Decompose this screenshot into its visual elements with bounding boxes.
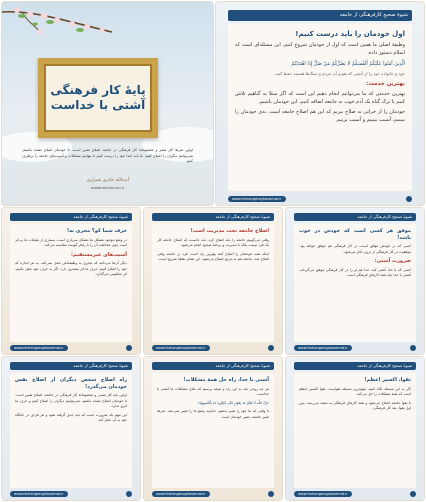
card-paragraph: خودمان را از خرابی به صلاح ببریم که این هم اصلاح جامعه است. بدی خودمان را نبینیم، آسیب ببینیم و آسیب بزنیم. <box>235 109 405 124</box>
card-title: اصلاح جامعه تحت مدیریت است! <box>190 228 269 234</box>
card-title: آشتی با خدا، راه حل همهٔ مشکلات! <box>183 377 269 383</box>
card-quote: الَّذِینَ آمَنُوا عَلَیْکُمْ أَنْفُسَکُمْ لَا یَضُرُّکُمْ مَنْ ضَلَّ إِذَا اهْتَدَیْتُمْ <box>291 60 405 67</box>
card-footer <box>10 344 132 351</box>
logo-icon <box>410 491 416 497</box>
card-5 <box>286 208 424 354</box>
card-footer <box>152 344 274 351</box>
card-quote: «إِنَّ اللَّهَ لَا یُغَیِّرُ مَا بِقَوْمٍ حَتَّی یُغَیِّرُوا مَا بِأَنْفُسِهِمْ» <box>197 400 269 405</box>
flower-branch-icon <box>2 2 122 62</box>
card-header: شیوهٔ صحیح کارفرهنگی از جامعه <box>152 362 274 370</box>
card-subtitle: ضرورت آشتی: <box>374 258 411 265</box>
card-paragraph: اینکه همه خودشان را اصلاح کنند بهترین راه است. فرد در جامعه وقتی اصلاح شد، جامعه هم به تدریج اصلاح می‌شود. این همان نقطهٔ شروع است. <box>157 251 269 262</box>
site-pill[interactable]: www.farhangmoghavemat.ir <box>152 491 210 497</box>
card-header: شیوهٔ صحیح کارفرهنگی از جامعه <box>10 213 132 221</box>
card-8 <box>286 357 424 500</box>
card-subtitle: بهترین خدمت: <box>366 80 405 87</box>
card-body <box>152 224 274 342</box>
card-paragraph: این مهم یک ضرورت است که باید جدی گرفته شود و هر فردی در جایگاه خود به آن عمل کند. <box>15 412 127 423</box>
card-paragraph: دیگر آن‌ها می‌دانند که مجری به وظیفه‌اش عمل نمی‌کند. به هر اندازه که خود را اصلاح کنیم، حرف ما اثر بیشتری دارد. اگر به حرف خود عمل نکنیم، اثر معکوس می‌گذارد. <box>15 261 127 277</box>
cover-text: اولین شرط کار مثمر و معصومانهٔ کار فرهنگی در جامعه اصلاح نفس است. تا خودمان اصلاح نشده باشیم، نمی‌توانیم دیگران را اصلاح کنیم. ما باید ابتدا خود را درست کنیم تا بتوانیم مشکلات و آسیب‌های جامعه را برطرف کنیم. <box>22 148 193 164</box>
card-header: شیوهٔ صحیح کارفرهنگی از جامعه <box>152 213 274 221</box>
site-pill[interactable]: www.farhangmoghavemat.ir <box>294 345 352 351</box>
card-paragraph: تا وقتی که ما خود را تغییر ندهیم، خداوند وضع ما را تغییر نمی‌دهد. شرط تغییر جامعه، تغییر خودمان است. <box>157 409 269 419</box>
card-body <box>10 224 132 342</box>
card-footer <box>294 344 416 351</box>
card-footer <box>152 490 274 497</box>
card-title: تقوا، اکسیر اعظم! <box>364 377 411 383</box>
card-body <box>228 24 412 191</box>
site-pill[interactable]: www.farhangmoghavemat.ir <box>10 491 68 497</box>
cover-title-line2: آشتی با خداست <box>50 98 146 112</box>
card-body <box>10 373 132 488</box>
card-footer <box>294 490 416 497</box>
card-header: شیوهٔ صحیح کارفرهنگی از جامعه <box>228 10 412 21</box>
logo-icon <box>268 491 274 497</box>
logo-icon <box>268 345 274 351</box>
logo-icon <box>126 491 132 497</box>
logo-icon <box>410 345 416 351</box>
logo-icon <box>126 345 132 351</box>
site-pill[interactable]: www.farhangmoghavemat.ir <box>152 345 210 351</box>
cover-title-line1: پایهٔ کار فرهنگی <box>50 83 146 97</box>
site-pill[interactable]: www.farhangmoghavemat.ir <box>10 345 68 351</box>
site-pill[interactable]: www.farhangmoghavemat.ir <box>228 196 286 202</box>
cover-signature: آیت‌الله حائری شیرازی <box>86 178 129 183</box>
card-paragraph: اگر به این مسئله نگاه کنیم، مهم‌ترین مسئله تقواست. تقوا اکسیر اعظم است که همهٔ مشکلات را حل می‌کند. <box>299 386 411 397</box>
card-body <box>152 373 274 488</box>
card-header: شیوهٔ صحیح کارفرهنگی از جامعه <box>294 213 416 221</box>
card-paragraph: وقتی می‌گوییم جامعه را باید اصلاح کرد، باید دانست که اصلاح جامعه کار یک فرد نیست بلکه با مدیریت و برنامهٔ صحیح انجام می‌شود. <box>157 237 269 248</box>
card-title: اول خودمان را باید درست کنیم! <box>295 30 405 38</box>
card-paragraph: با تقوا جامعه اصلاح می‌شود و همهٔ کارهای فرهنگی به نتیجه می‌رسد. پس اول تقوا، بعد کار فرهنگی. <box>299 400 411 411</box>
card-paragraph: خود و خانواده خود را از آتشی که هیزم آن مردم و سنگ‌ها هستند حفظ کنید. <box>274 71 405 77</box>
card-subtitle: آسیب‌های غیرمستقیم: <box>71 251 127 258</box>
card-paragraph: کسی که با خدا آشتی کند، خدا هم او را در کار فرهنگی موفق می‌گرداند. آشتی با خدا پایهٔ همهٔ کارهای فرهنگی است. <box>299 267 411 278</box>
card-title: راه اصلاح شخص دیگران از اصلاح نفس خودمان می‌گذرد! <box>15 377 127 390</box>
cover-site: ostadhaerishirazi.ir <box>90 186 125 190</box>
card-7 <box>144 357 282 500</box>
card-paragraph: وظیفهٔ اصلی ما همین است که اول از خودمان شروع کنیم. این مسئله‌ای است که اسلام دستور داده. <box>235 42 405 56</box>
card-paragraph: در وضع موجود مشکل ما مشکل سربازی است. بسیاری از تبلیغات ما بی‌اثر است چون مخاطب آن را با رفتار گوینده مقایسه می‌کند. <box>15 237 127 248</box>
card-2 <box>216 2 424 205</box>
card-footer <box>10 490 132 497</box>
card-footer <box>228 195 412 202</box>
card-4 <box>144 208 282 354</box>
card-body <box>294 224 416 342</box>
card-3 <box>2 208 140 354</box>
site-pill[interactable]: www.farhangmoghavemat.ir <box>294 491 352 497</box>
card-paragraph: کسی که در خودش موفق است، در کار فرهنگی هم موفق خواهد بود. موفقیت در کار فرهنگی از درون آغاز می‌شود. <box>299 244 411 254</box>
card-paragraph: اولین باید کار مثبتی و معصومانهٔ کار فرهنگی در جامعه، اصلاح نفس است. تا خودمان اصلاح نشده باشیم، نمی‌توانیم دیگران را اصلاح کنیم و حرف ما اثری ندارد. <box>15 393 127 409</box>
card-body <box>294 373 416 488</box>
card-6 <box>2 357 140 500</box>
cover-frame <box>38 58 158 138</box>
card-paragraph: هر چه زودتر باید به این راه و نتیجه برسیم که علاج مشکلات ما آشتی با خداست. <box>157 386 269 397</box>
card-title: موفق هر کسی است که خودش در خوب باشد! <box>299 228 411 241</box>
cover-card <box>2 2 213 205</box>
logo-icon <box>406 196 412 202</box>
card-paragraph: بهترین خدمتی که ما می‌توانیم انجام دهیم این است که اگر مبتلا به گناهیم تلاش کنیم با ترک گناه یک آدم خوب به جامعه اضافه کنیم. این خودمان باشیم. <box>235 90 405 105</box>
card-title: حرف شما کو؟ مجری نه! <box>66 228 127 234</box>
card-header: شیوهٔ صحیح کارفرهنگی از جامعه <box>294 362 416 370</box>
card-header: شیوهٔ صحیح کارفرهنگی از جامعه <box>10 362 132 370</box>
